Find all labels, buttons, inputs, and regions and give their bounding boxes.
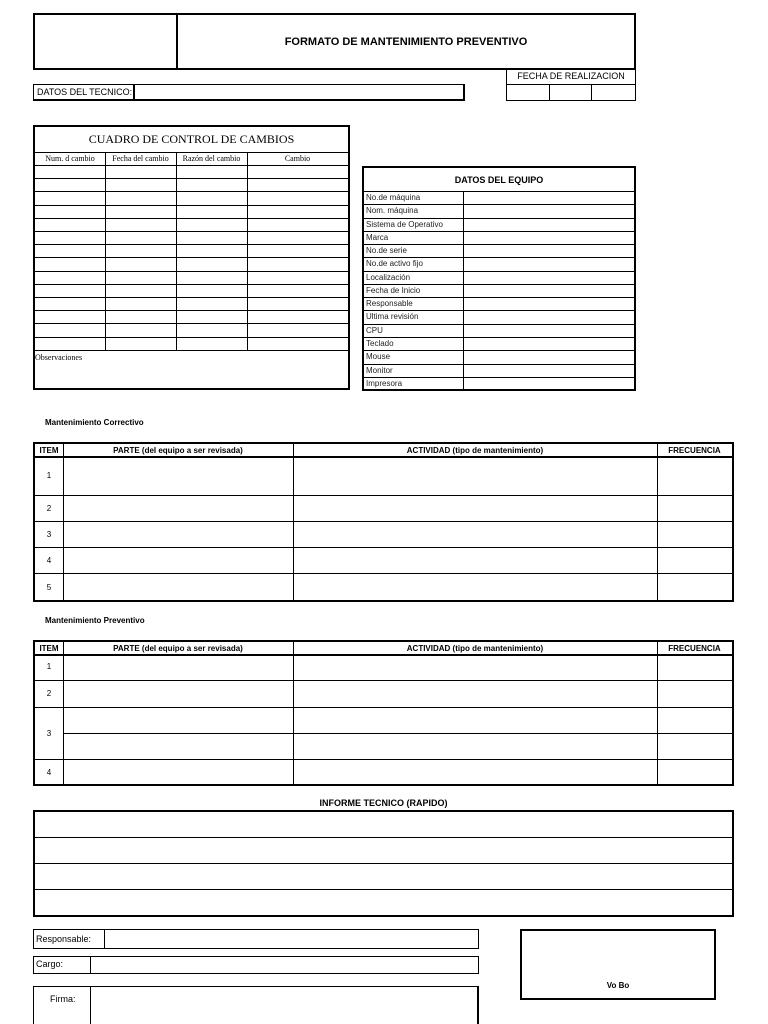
- correctivo-parte-cell[interactable]: [65, 497, 291, 519]
- cambios-cell-razon-cambio[interactable]: [177, 258, 246, 269]
- fecha-realizacion-label: FECHA DE REALIZACION: [517, 71, 625, 81]
- cambios-cell-razon-cambio[interactable]: [177, 192, 246, 203]
- preventivo-header-parte: PARTE (del equipo a ser revisada): [113, 643, 243, 653]
- cambios-cell-num-cambio[interactable]: [36, 311, 104, 322]
- correctivo-actividad-cell[interactable]: [295, 458, 655, 493]
- cambios-cell-fecha-cambio[interactable]: [106, 219, 175, 230]
- preventivo-frecuencia-cell[interactable]: [659, 655, 730, 678]
- preventivo-frecuencia-cell[interactable]: [659, 761, 730, 783]
- correctivo-parte-cell[interactable]: [65, 523, 291, 545]
- correctivo-actividad-cell[interactable]: [295, 549, 655, 571]
- informe-line-field[interactable]: [36, 839, 731, 863]
- preventivo-col-line: [63, 641, 64, 785]
- cambios-cell-cambio[interactable]: [248, 245, 347, 256]
- preventivo-col-line: [293, 641, 294, 785]
- correctivo-item-number: 2: [46, 503, 52, 513]
- informe-title: INFORME TECNICO (RAPIDO): [319, 798, 448, 808]
- cambios-cell-fecha-cambio[interactable]: [106, 232, 175, 243]
- cargo-divider: [90, 956, 91, 974]
- correctivo-row-line: [34, 547, 733, 548]
- equipo-field-value[interactable]: [465, 311, 633, 322]
- equipo-field-value[interactable]: [465, 205, 633, 216]
- equipo-field-label: No.de activo fijo: [366, 259, 423, 268]
- cambios-cell-razon-cambio[interactable]: [177, 179, 246, 190]
- correctivo-frecuencia-cell[interactable]: [659, 575, 730, 599]
- informe-line-field[interactable]: [36, 891, 731, 915]
- cambios-cell-cambio[interactable]: [248, 232, 347, 243]
- cambios-cell-num-cambio[interactable]: [36, 232, 104, 243]
- cambios-header-razon-cambio: Razón del cambio: [182, 154, 241, 163]
- cambios-cell-fecha-cambio[interactable]: [106, 285, 175, 296]
- cambios-cell-razon-cambio[interactable]: [177, 219, 246, 230]
- correctivo-frecuencia-cell[interactable]: [659, 523, 730, 545]
- correctivo-item-number: 4: [46, 555, 52, 565]
- preventivo-item-number: 3: [46, 728, 52, 738]
- cambios-header-num-cambio: Num. d cambio: [45, 154, 95, 163]
- equipo-field-value[interactable]: [465, 192, 633, 203]
- equipo-field-label: Mouse: [366, 352, 391, 361]
- correctivo-col-line: [63, 443, 64, 601]
- cargo-field[interactable]: [92, 957, 477, 973]
- correctivo-col-line: [657, 443, 658, 601]
- cambios-cell-razon-cambio[interactable]: [177, 232, 246, 243]
- correctivo-header-actividad: ACTIVIDAD (tipo de mantenimiento): [406, 445, 544, 455]
- datos-equipo-col-divider: [463, 191, 464, 390]
- equipo-field-label: Fecha de Inicio: [366, 286, 421, 295]
- equipo-field-label: No.de serie: [366, 246, 407, 255]
- preventivo-parte-cell[interactable]: [65, 682, 291, 705]
- cambios-header-fecha-cambio: Fecha del cambio: [112, 154, 169, 163]
- equipo-field-label: Impresora: [366, 379, 403, 388]
- equipo-field-value[interactable]: [465, 219, 633, 230]
- cambios-title: CUADRO DE CONTROL DE CAMBIOS: [88, 132, 295, 146]
- cambios-cell-cambio[interactable]: [248, 298, 347, 309]
- equipo-field-label: No.de máquina: [366, 193, 421, 202]
- cambios-cell-num-cambio[interactable]: [36, 219, 104, 230]
- cambios-cell-fecha-cambio[interactable]: [106, 272, 175, 283]
- observaciones-label: Observaciones: [35, 353, 83, 362]
- fecha-year-field[interactable]: [592, 85, 635, 100]
- correctivo-parte-cell[interactable]: [65, 458, 291, 493]
- cambios-cell-fecha-cambio[interactable]: [106, 298, 175, 309]
- equipo-field-value[interactable]: [465, 325, 633, 336]
- correctivo-row-line: [34, 495, 733, 496]
- cambios-cell-razon-cambio[interactable]: [177, 272, 246, 283]
- cambios-cell-razon-cambio[interactable]: [177, 298, 246, 309]
- correctivo-section-title: Mantenimiento Correctivo: [45, 418, 144, 427]
- fecha-month-field[interactable]: [550, 85, 591, 100]
- equipo-field-value[interactable]: [465, 378, 633, 389]
- preventivo-actividad-cell[interactable]: [295, 655, 655, 678]
- preventivo-row-line: [34, 707, 733, 708]
- correctivo-item-number: 3: [46, 529, 52, 539]
- firma-label: Firma:: [50, 994, 76, 1004]
- cambios-cell-num-cambio[interactable]: [36, 298, 104, 309]
- responsable-label: Responsable:: [36, 934, 92, 944]
- cambios-cell-fecha-cambio[interactable]: [106, 324, 175, 335]
- firma-divider: [90, 986, 91, 1024]
- cambios-cell-num-cambio[interactable]: [36, 192, 104, 203]
- correctivo-actividad-cell[interactable]: [295, 575, 655, 599]
- cambios-cell-razon-cambio[interactable]: [177, 166, 246, 177]
- equipo-field-value[interactable]: [465, 272, 633, 283]
- equipo-field-label: Localización: [366, 273, 411, 282]
- preventivo-col-line: [657, 641, 658, 785]
- cambios-cell-cambio[interactable]: [248, 192, 347, 203]
- correctivo-parte-cell[interactable]: [65, 575, 291, 599]
- preventivo-section-title: Mantenimiento Preventivo: [45, 616, 145, 625]
- correctivo-frecuencia-cell[interactable]: [659, 549, 730, 571]
- equipo-field-value[interactable]: [465, 351, 633, 362]
- datos-tecnico-label: DATOS DEL TECNICO:: [37, 87, 133, 97]
- vobo-label: Vo Bo: [606, 980, 630, 990]
- correctivo-frecuencia-cell[interactable]: [659, 458, 730, 493]
- preventivo-frecuencia-cell[interactable]: [659, 682, 730, 705]
- preventivo-subrow-line: [63, 733, 733, 734]
- equipo-field-label: Teclado: [366, 339, 394, 348]
- preventivo-item-number: 2: [46, 689, 52, 698]
- informe-line-field[interactable]: [36, 865, 731, 889]
- cambios-cell-fecha-cambio[interactable]: [106, 192, 175, 203]
- responsable-field[interactable]: [106, 930, 477, 948]
- cambios-cell-razon-cambio[interactable]: [177, 285, 246, 296]
- cargo-label: Cargo:: [36, 959, 64, 969]
- correctivo-parte-cell[interactable]: [65, 549, 291, 571]
- datos-equipo-title: DATOS DEL EQUIPO: [454, 174, 544, 185]
- form-title: FORMATO DE MANTENIMIENTO PREVENTIVO: [284, 35, 528, 48]
- cambios-cell-cambio[interactable]: [248, 272, 347, 283]
- observaciones-field[interactable]: [35, 363, 348, 388]
- correctivo-item-number: 5: [46, 582, 52, 592]
- cambios-cell-fecha-cambio[interactable]: [106, 258, 175, 269]
- correctivo-col-line: [293, 443, 294, 601]
- cambios-cell-cambio[interactable]: [248, 206, 347, 217]
- correctivo-header-item: ITEM: [39, 445, 59, 455]
- cambios-cell-razon-cambio[interactable]: [177, 324, 246, 335]
- correctivo-item-number: 1: [46, 471, 52, 480]
- cambios-cell-razon-cambio[interactable]: [177, 245, 246, 256]
- cambios-cell-cambio[interactable]: [248, 338, 347, 349]
- equipo-field-value[interactable]: [465, 285, 633, 296]
- equipo-field-value[interactable]: [465, 298, 633, 309]
- preventivo-item-number: 4: [46, 767, 52, 777]
- cambios-cell-razon-cambio[interactable]: [177, 311, 246, 322]
- vobo-signature-field[interactable]: [522, 931, 714, 975]
- equipo-field-label: Nom. máquina: [366, 206, 419, 215]
- cambios-cell-fecha-cambio[interactable]: [106, 245, 175, 256]
- informe-line-field[interactable]: [36, 812, 731, 836]
- preventivo-parte-cell[interactable]: [65, 655, 291, 678]
- cambios-cell-fecha-cambio[interactable]: [106, 338, 175, 349]
- informe-row-line: [34, 889, 733, 890]
- fecha-day-field[interactable]: [507, 85, 549, 100]
- equipo-field-label: Monitor: [366, 366, 393, 375]
- preventivo-parte-cell[interactable]: [65, 761, 291, 783]
- correctivo-actividad-cell[interactable]: [295, 523, 655, 545]
- datos-tecnico-field[interactable]: [135, 85, 463, 99]
- equipo-field-value[interactable]: [465, 258, 633, 269]
- equipo-field-label: Marca: [366, 233, 389, 242]
- correctivo-row-line: [34, 521, 733, 522]
- preventivo-actividad-cell[interactable]: [295, 682, 655, 705]
- correctivo-header-parte: PARTE (del equipo a ser revisada): [113, 445, 243, 455]
- equipo-field-value[interactable]: [465, 245, 633, 256]
- cambios-cell-fecha-cambio[interactable]: [106, 206, 175, 217]
- equipo-field-label: Responsable: [366, 299, 413, 308]
- preventivo-item-number: 1: [46, 662, 52, 671]
- preventivo-header-item: ITEM: [39, 643, 59, 653]
- cambios-cell-cambio[interactable]: [248, 311, 347, 322]
- informe-row-line: [34, 837, 733, 838]
- equipo-field-label: Sistema de Operativo: [366, 220, 443, 229]
- cambios-cell-num-cambio[interactable]: [36, 166, 104, 177]
- equipo-field-label: CPU: [366, 326, 383, 335]
- cambios-cell-cambio[interactable]: [248, 179, 347, 190]
- equipo-field-value[interactable]: [465, 338, 633, 349]
- cambios-cell-cambio[interactable]: [248, 219, 347, 230]
- correctivo-header-frecuencia: FRECUENCIA: [668, 445, 721, 455]
- equipo-field-label: Ultima revisión: [366, 312, 419, 321]
- preventivo-header-actividad: ACTIVIDAD (tipo de mantenimiento): [406, 643, 544, 653]
- correctivo-row-line: [34, 573, 733, 574]
- responsable-divider: [104, 929, 105, 949]
- cambios-cell-num-cambio[interactable]: [36, 272, 104, 283]
- equipo-field-value[interactable]: [465, 232, 633, 243]
- cambios-cell-cambio[interactable]: [248, 324, 347, 335]
- correctivo-actividad-cell[interactable]: [295, 497, 655, 519]
- cambios-cell-num-cambio[interactable]: [36, 245, 104, 256]
- cambios-header-cambio: Cambio: [284, 154, 311, 163]
- cambios-cell-razon-cambio[interactable]: [177, 206, 246, 217]
- preventivo-actividad-cell[interactable]: [295, 761, 655, 783]
- cambios-cell-num-cambio[interactable]: [36, 258, 104, 269]
- cambios-cell-num-cambio[interactable]: [36, 206, 104, 217]
- cambios-cell-num-cambio[interactable]: [36, 179, 104, 190]
- equipo-field-value[interactable]: [465, 365, 633, 376]
- cambios-cell-fecha-cambio[interactable]: [106, 179, 175, 190]
- cambios-cell-cambio[interactable]: [248, 166, 347, 177]
- cambios-cell-fecha-cambio[interactable]: [106, 311, 175, 322]
- cambios-cell-razon-cambio[interactable]: [177, 338, 246, 349]
- cambios-cell-num-cambio[interactable]: [36, 338, 104, 349]
- cambios-cell-fecha-cambio[interactable]: [106, 166, 175, 177]
- preventivo-row-line: [34, 680, 733, 681]
- firma-field[interactable]: [92, 987, 477, 1024]
- cambios-cell-num-cambio[interactable]: [36, 324, 104, 335]
- cambios-cell-cambio[interactable]: [248, 285, 347, 296]
- cambios-cell-num-cambio[interactable]: [36, 285, 104, 296]
- informe-row-line: [34, 863, 733, 864]
- preventivo-header-frecuencia: FRECUENCIA: [668, 643, 721, 653]
- cambios-cell-cambio[interactable]: [248, 258, 347, 269]
- correctivo-frecuencia-cell[interactable]: [659, 497, 730, 519]
- preventivo-row-line: [34, 759, 733, 760]
